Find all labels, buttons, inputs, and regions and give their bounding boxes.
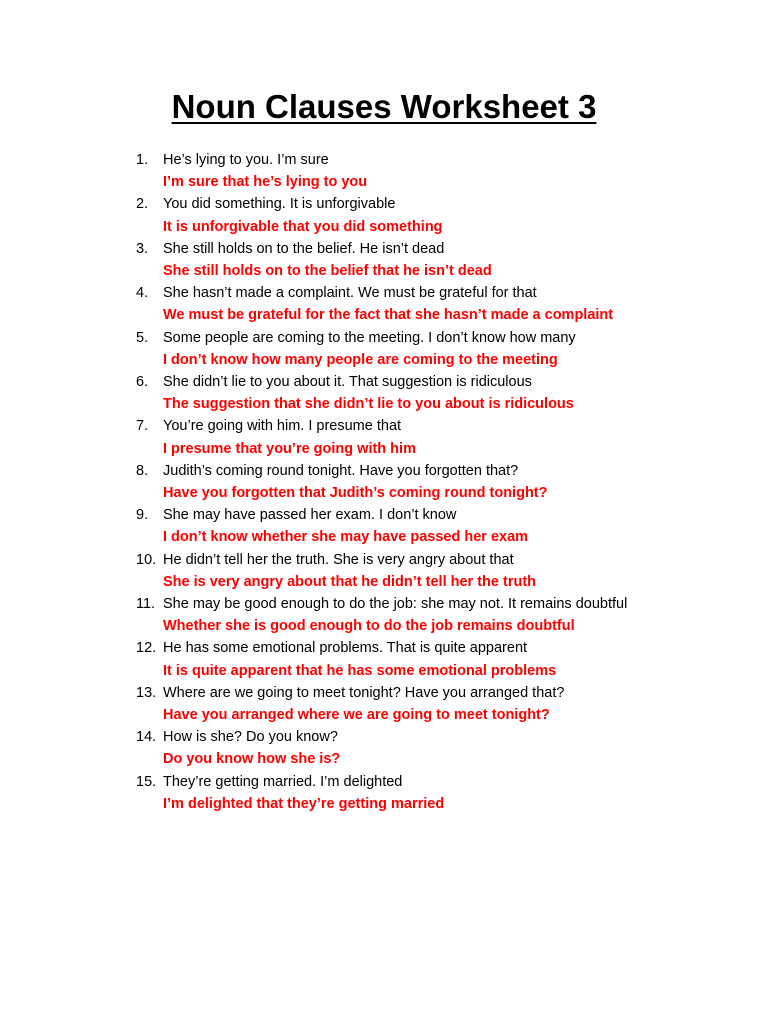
item-answer: I don’t know how many people are coming to the meeting [163,351,558,368]
item-number: 1. [136,152,149,168]
exercise-item [136,504,736,548]
exercise-item [136,149,736,193]
item-prompt: She hasn’t made a complaint. We must be grateful for that [163,285,537,302]
item-answer: She is very angry about that he didn’t tell her the truth [163,573,537,590]
item-prompt: He’s lying to you. I’m sure [163,152,329,168]
exercise-item [136,282,736,326]
item-prompt: He didn’t tell her the truth. She is very angry about that [163,551,514,568]
exercise-item [136,726,736,770]
item-number: 14. [136,729,157,746]
exercise-item [136,549,736,593]
item-prompt: She may have passed her exam. I don’t know [163,507,457,524]
exercise-item [136,415,736,459]
item-answer: I’m delighted that they’re getting married [163,795,445,812]
page-title: Noun Clauses Worksheet 3 [171,88,597,125]
item-answer: Do you know how she is? [163,751,341,768]
item-prompt: She still holds on to the belief. He isn’t dead [163,240,445,257]
exercise-item [136,371,736,415]
item-answer: We must be grateful for the fact that she hasn’t made a complaint [163,307,614,324]
item-answer: Have you forgotten that Judith’s coming round tonight? [163,485,548,502]
item-prompt: They’re getting married. I’m delighted [163,773,403,790]
item-number: 2. [136,196,149,213]
exercise-item [136,193,736,237]
item-number: 7. [136,418,149,435]
item-answer: Whether she is good enough to do the job remains doubtful [163,618,575,635]
item-answer: It is unforgivable that you did something [163,218,443,235]
item-number: 13. [136,684,157,701]
item-prompt: Some people are coming to the meeting. I don’t know how many [163,329,576,346]
item-prompt: You’re going with him. I presume that [163,418,402,435]
exercise-item [136,238,736,282]
item-answer: Have you arranged where we are going to meet tonight? [163,707,550,724]
item-number: 11. [136,596,156,613]
item-prompt: You did something. It is unforgivable [163,196,396,213]
item-number: 8. [136,462,149,479]
exercise-item [136,593,736,637]
item-answer: She still holds on to the belief that he isn’t dead [163,263,492,280]
exercise-item [136,771,736,815]
item-answer: The suggestion that she didn’t lie to you about is ridiculous [163,396,574,413]
item-number: 12. [136,640,157,657]
exercise-item [136,637,736,681]
item-answer: It is quite apparent that he has some emotional problems [163,662,557,679]
item-prompt: He has some emotional problems. That is quite apparent [163,640,528,657]
item-answer: I’m sure that he’s lying to you [163,174,368,191]
exercise-list [136,149,736,815]
item-prompt: Judith’s coming round tonight. Have you forgotten that? [163,462,519,479]
item-number: 10. [136,551,157,568]
exercise-item [136,682,736,726]
item-prompt: Where are we going to meet tonight? Have you arranged that? [163,684,565,701]
item-number: 5. [136,329,149,346]
item-number: 9. [136,507,149,524]
item-answer: I don’t know whether she may have passed her exam [163,529,529,546]
item-answer: I presume that you’re going with him [163,440,416,457]
item-number: 4. [136,285,149,302]
exercise-item [136,460,736,504]
item-number: 15. [136,773,157,790]
exercise-item [136,327,736,371]
item-number: 6. [136,374,149,391]
item-prompt: She didn’t lie to you about it. That suggestion is ridiculous [163,374,532,391]
item-prompt: She may be good enough to do the job: she may not. It remains doubtful [163,596,628,613]
item-number: 3. [136,240,149,257]
item-prompt: How is she? Do you know? [163,729,338,746]
